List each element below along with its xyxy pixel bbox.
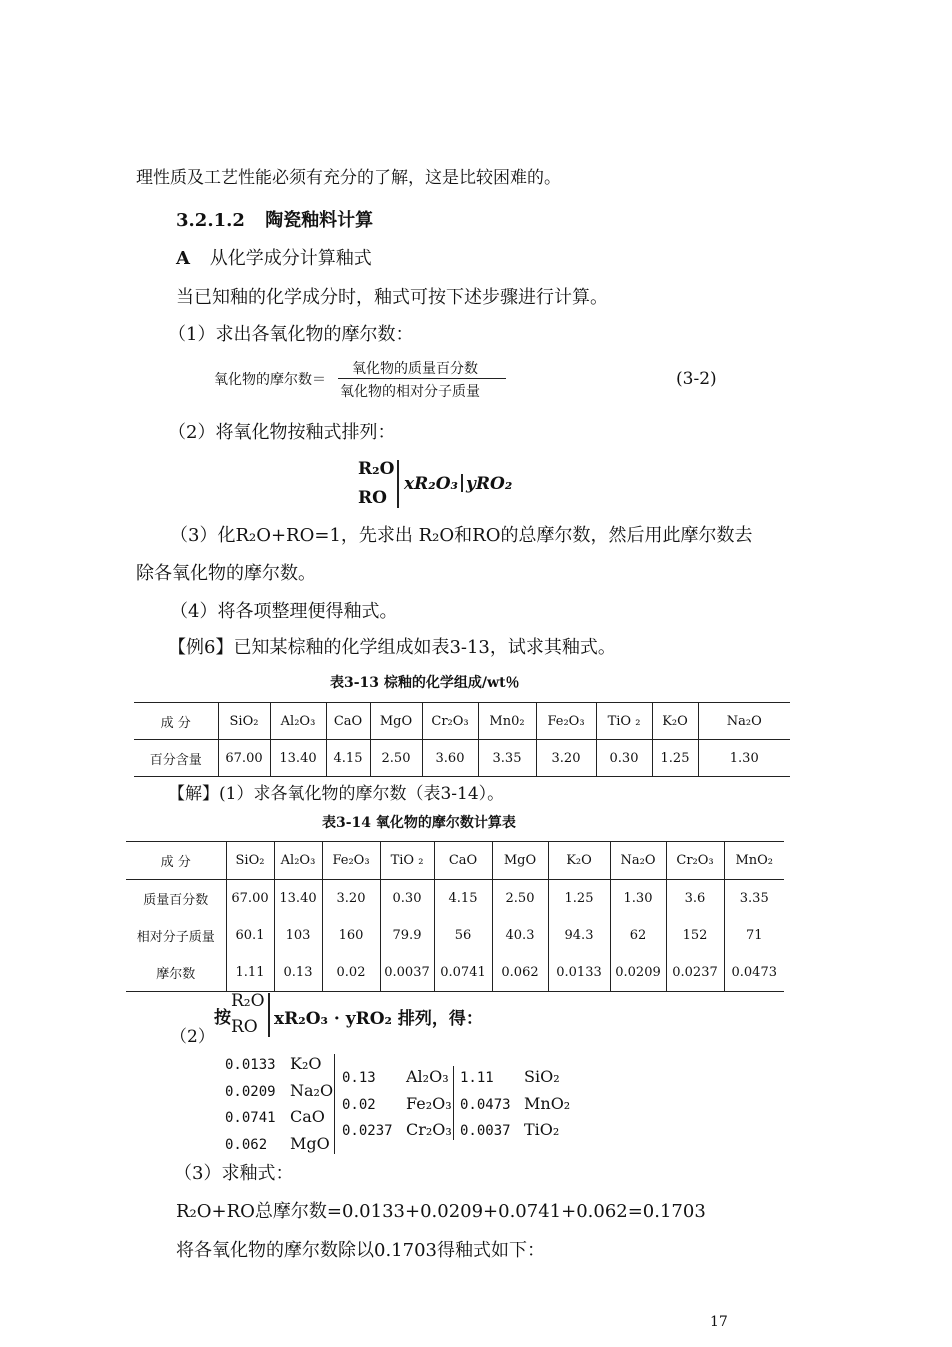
page-number: 17: [710, 1314, 728, 1330]
table-cell: 0.30: [596, 740, 652, 777]
table-header-cell: 成 分: [134, 703, 218, 740]
table-header-row: [126, 842, 784, 880]
table-cell: 1.25: [652, 740, 698, 777]
table-cell: 0.0209: [610, 954, 666, 992]
subsection-letter: A: [176, 248, 190, 269]
example-6: 【例6】已知某棕釉的化学组成如表3-13，试求其釉式。: [168, 637, 616, 658]
step-3b: （3）求釉式：: [174, 1163, 294, 1184]
result-mid-values: [342, 1065, 393, 1145]
table-header-cell: Na₂O: [610, 842, 666, 880]
table-header-cell: TiO ₂: [596, 703, 652, 740]
subsection-title: 从化学成分计算釉式: [209, 248, 372, 269]
result-value: 0.062: [225, 1136, 268, 1153]
scheme-right: yRO₂: [466, 474, 513, 494]
table-cell: 4.15: [326, 740, 370, 777]
table-cell: 3.20: [536, 740, 596, 777]
result-value: 0.0133: [225, 1057, 276, 1073]
table-cell: 1.30: [698, 740, 790, 777]
formula-denominator: 氧化物的相对分子质量: [340, 384, 480, 400]
step-4: （4）将各项整理便得釉式。: [170, 601, 398, 622]
formula-number: (3-2): [676, 369, 717, 389]
table-cell: 13.40: [274, 880, 322, 918]
table-cell: 160: [322, 917, 380, 954]
table-header-cell: MgO: [492, 842, 548, 880]
table-cell: 79.9: [380, 917, 434, 954]
result-bar-1: [334, 1054, 335, 1154]
table-row: [126, 954, 784, 992]
step-2b-ro: RO: [231, 1017, 258, 1037]
table-cell: 67.00: [226, 880, 274, 918]
table-cell: 0.0237: [666, 954, 724, 992]
step-2b-bar: [268, 993, 270, 1037]
table-header-cell: Mn0₂: [478, 703, 536, 740]
section-title: 陶瓷釉料计算: [265, 210, 374, 231]
result-right-values: [460, 1065, 511, 1145]
table-cell: 0.02: [322, 954, 380, 992]
result-left-oxides: [290, 1051, 333, 1157]
table-header-cell: Fe₂O₃: [322, 842, 380, 880]
table-cell: 3.60: [422, 740, 478, 777]
table-cell: 3.35: [478, 740, 536, 777]
scheme-bar-2: [461, 474, 463, 492]
table-cell: 4.15: [434, 880, 492, 918]
result-oxide: Cr₂O₃: [406, 1120, 452, 1139]
table-row: [126, 880, 784, 918]
table-header-cell: Cr₂O₃: [422, 703, 478, 740]
table-cell: 0.0133: [548, 954, 610, 992]
table-row: [134, 740, 790, 777]
table-header-cell: CaO: [326, 703, 370, 740]
table-cell: 62: [610, 917, 666, 954]
table-cell: 56: [434, 917, 492, 954]
step-3-line-1: （3）化R₂O+RO=1，先求出 R₂O和RO的总摩尔数，然后用此摩尔数去: [170, 525, 753, 546]
table-cell: 2.50: [370, 740, 422, 777]
result-value: 0.13: [342, 1070, 376, 1086]
table-cell: 13.40: [270, 740, 326, 777]
table-header-cell: CaO: [434, 842, 492, 880]
table-cell: 94.3: [548, 917, 610, 954]
table-cell: 3.20: [322, 880, 380, 918]
scheme-ro: RO: [358, 488, 387, 508]
result-value: 0.0209: [225, 1083, 276, 1100]
table-cell: 摩尔数: [126, 954, 226, 992]
table-cell: 3.35: [724, 880, 784, 918]
result-oxide: SiO₂: [524, 1067, 560, 1086]
table-header-cell: MgO: [370, 703, 422, 740]
table-cell: 1.11: [226, 954, 274, 992]
table-header-cell: Cr₂O₃: [666, 842, 724, 880]
table-header-cell: SiO₂: [218, 703, 270, 740]
table-cell: 0.0741: [434, 954, 492, 992]
result-value: 0.02: [342, 1096, 376, 1113]
table-cell: 152: [666, 917, 724, 954]
final-line: 将各氧化物的摩尔数除以0.1703得釉式如下：: [176, 1240, 545, 1261]
table-header-cell: TiO ₂: [380, 842, 434, 880]
step-2: （2）将氧化物按釉式排列：: [168, 422, 396, 443]
table-header-cell: 成 分: [126, 842, 226, 880]
table-header-row: [134, 703, 790, 740]
result-bar-2: [453, 1066, 454, 1140]
result-value: 0.0037: [460, 1123, 511, 1139]
table-header-cell: K₂O: [548, 842, 610, 880]
formula-numerator: 氧化物的质量百分数: [352, 361, 478, 377]
section-heading: [176, 206, 373, 232]
result-value: 0.0741: [225, 1110, 276, 1126]
result-oxide: MgO: [290, 1133, 330, 1153]
result-left-values: [225, 1052, 276, 1158]
table-cell: 71: [724, 917, 784, 954]
paragraph-1: 当已知釉的化学成分时，釉式可按下述步骤进行计算。: [176, 287, 608, 308]
table-header-cell: Al₂O₃: [270, 703, 326, 740]
intro-line: 理性质及工艺性能必须有充分的了解，这是比较困难的。: [136, 168, 561, 188]
subsection-heading: [176, 244, 372, 270]
formula-lhs: 氧化物的摩尔数＝: [214, 372, 326, 388]
result-oxide: Na₂O: [290, 1080, 334, 1100]
scheme-mid: xR₂O₃: [404, 474, 458, 494]
table-cell: 0.0473: [724, 954, 784, 992]
sum-line: R₂O+RO总摩尔数=0.0133+0.0209+0.0741+0.062=0.1703: [176, 1201, 706, 1222]
table-header-cell: SiO₂: [226, 842, 274, 880]
result-mid-oxides: [406, 1064, 452, 1144]
table-header-cell: K₂O: [652, 703, 698, 740]
result-right-oxides: [524, 1064, 570, 1144]
table-cell: 1.30: [610, 880, 666, 918]
scheme-r2o: R₂O: [358, 459, 395, 479]
result-oxide: Fe₂O₃: [406, 1093, 452, 1113]
result-oxide: CaO: [290, 1107, 325, 1126]
step-2b-an: 按: [214, 1008, 231, 1028]
table-header-cell: Al₂O₃: [274, 842, 322, 880]
table-cell: 0.062: [492, 954, 548, 992]
table-cell: 百分含量: [134, 740, 218, 777]
table-cell: 1.25: [548, 880, 610, 918]
table-cell: 0.13: [274, 954, 322, 992]
table-1-caption: 表3-13 棕釉的化学组成/wt％: [330, 675, 520, 691]
step-2b-rest: xR₂O₃ · yRO₂ 排列，得：: [274, 1009, 483, 1029]
step-1: （1）求出各氧化物的摩尔数：: [168, 324, 414, 345]
table-cell: 40.3: [492, 917, 548, 954]
table-cell: 3.6: [666, 880, 724, 918]
table-header-cell: Na₂O: [698, 703, 790, 740]
result-value: 0.0473: [460, 1096, 511, 1113]
composition-table: [134, 702, 790, 777]
result-value: 1.11: [460, 1070, 494, 1086]
result-value: 0.0237: [342, 1123, 393, 1139]
table-cell: 0.0037: [380, 954, 434, 992]
table-cell: 质量百分数: [143, 893, 209, 908]
mole-calculation-table: [126, 841, 784, 992]
step-2b-label: （2）: [170, 1027, 215, 1047]
scheme-bar-1: [397, 460, 399, 508]
fraction-bar: [338, 378, 506, 379]
result-oxide: Al₂O₃: [406, 1067, 449, 1086]
step-3-line-2: 除各氧化物的摩尔数。: [136, 563, 316, 584]
section-number: 3.2.1.2: [176, 210, 245, 231]
step-2b-r2o: R₂O: [231, 991, 265, 1011]
result-oxide: TiO₂: [524, 1120, 560, 1139]
result-oxide: K₂O: [290, 1054, 322, 1073]
table-row: [126, 917, 784, 954]
table-header-cell: Fe₂O₃: [536, 703, 596, 740]
table-cell: 103: [274, 917, 322, 954]
table-2-caption: 表3-14 氧化物的摩尔数计算表: [322, 815, 516, 831]
table-cell: 2.50: [492, 880, 548, 918]
table-header-cell: MnO₂: [724, 842, 784, 880]
table-cell: 0.30: [380, 880, 434, 918]
table-cell: 相对分子质量: [136, 930, 215, 945]
table-cell: 67.00: [218, 740, 270, 777]
result-oxide: MnO₂: [524, 1093, 571, 1113]
solution-line: 【解】(1）求各氧化物的摩尔数（表3-14）。: [168, 784, 505, 804]
table-cell: 60.1: [226, 917, 274, 954]
